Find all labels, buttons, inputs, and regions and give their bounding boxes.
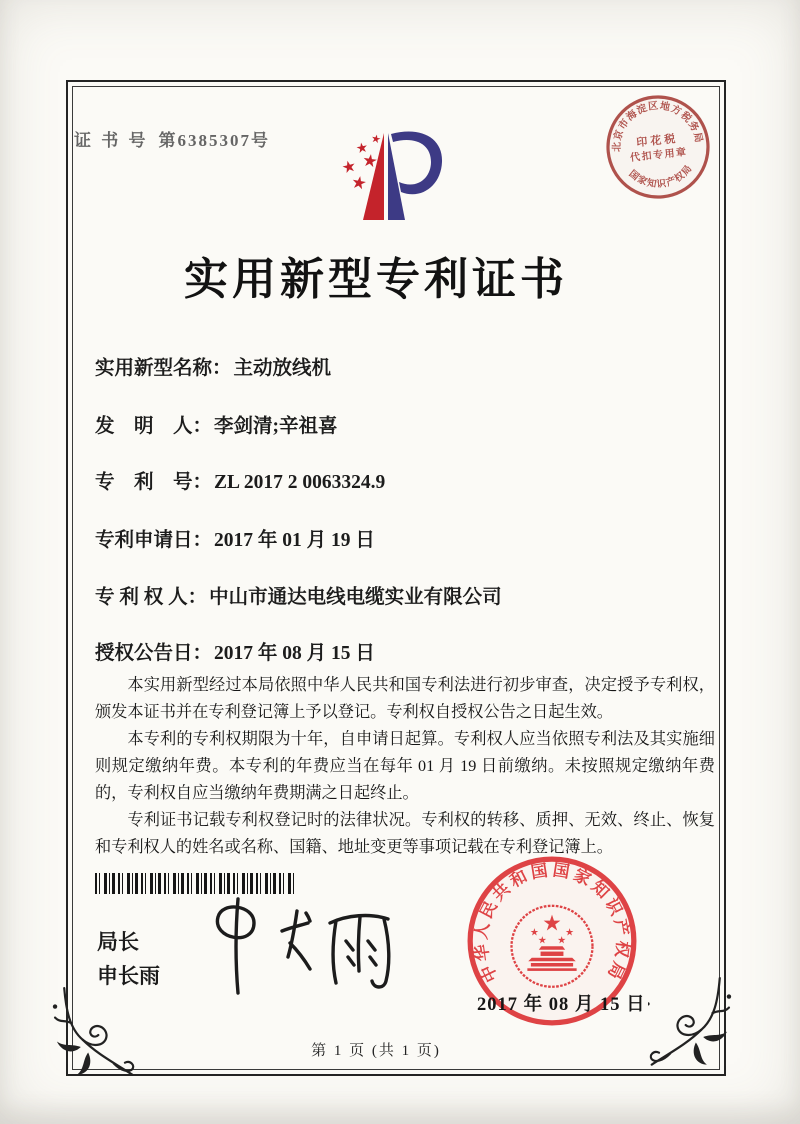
- field-value: 中山市通达电线电缆实业有限公司: [209, 587, 502, 608]
- field-value: ZL 2017 2 0063324.9: [214, 472, 386, 493]
- barcode: [95, 873, 295, 894]
- stamp-ring-top-text: 北京市海淀区地方税务局: [611, 100, 705, 152]
- certificate-title: 实用新型专利证书: [184, 255, 568, 304]
- commissioner-signature-icon: [202, 893, 412, 998]
- field-label: 授权公告日：: [95, 643, 213, 664]
- field-row-grant-date: [95, 637, 715, 665]
- legal-paragraph-1: 本实用新型经过本局依照中华人民共和国专利法进行初步审查，决定授予专利权，颁发本证书并在专利登记簿上予以登记。专利权自授权公告之日起生效。: [95, 676, 715, 721]
- field-label: 实用新型名称：: [95, 358, 232, 379]
- seal-ring-text: 中华人民共和国国家知识产权局: [471, 860, 633, 986]
- certificate-number-label: 证 书 号: [74, 131, 149, 150]
- certificate-number: [74, 126, 270, 151]
- legal-paragraph-3: 专利证书记载专利权登记时的法律状况。专利权的转移、质押、无效、终止、恢复和专利权人的姓名或名称、国籍、地址变更等事项记载在专利登记簿上。: [95, 811, 715, 856]
- corner-ornament-right-icon: [648, 976, 740, 1076]
- signer-title: 局长: [97, 931, 139, 954]
- field-label: 专利申请日：: [95, 530, 213, 551]
- patent-office-logo-icon: [329, 130, 447, 230]
- page-footer: 第 1 页 (共 1 页): [311, 1043, 441, 1059]
- signer-name: 申长雨: [97, 965, 160, 988]
- field-row-patentee: [95, 581, 715, 609]
- field-label: 发 明 人：: [95, 416, 213, 437]
- field-row-utility-name: [95, 352, 715, 380]
- field-row-patent-number: [95, 466, 715, 494]
- seal-date: 2017 年 08 月 15 日: [477, 995, 646, 1015]
- tax-stamp-icon: [598, 87, 719, 208]
- legal-paragraph-2: 本专利的专利权期限为十年，自申请日起算。专利权人应当依照专利法及其实施细则规定缴纳年费。本专利的年费应当在每年 01 月 19 日前缴纳。未按照规定缴纳年费的，专利权自应当缴纳年费期满之日起终止。: [95, 730, 715, 802]
- stamp-ring-bottom-text: 国家知识产权局: [626, 163, 695, 191]
- field-row-inventors: [95, 410, 715, 438]
- field-label: 专 利 号：: [95, 472, 213, 493]
- stamp-center-line2: 代扣专用章: [629, 146, 689, 164]
- logo-blue-p: [388, 132, 442, 220]
- field-value: 主动放线机: [233, 358, 332, 379]
- certificate-number-value: 第6385307号: [158, 131, 270, 150]
- field-value: 2017 年 01 月 19 日: [214, 530, 375, 551]
- field-value: 2017 年 08 月 15 日: [214, 643, 375, 664]
- stamp-center-line1: 印花税: [635, 132, 679, 150]
- field-value: 李剑清;辛祖喜: [214, 416, 338, 437]
- field-row-filing-date: [95, 524, 715, 552]
- corner-ornament-left-icon: [44, 986, 136, 1086]
- signer-block: [97, 926, 160, 994]
- field-label: 专 利 权 人：: [95, 587, 208, 608]
- legal-text-block: [95, 672, 715, 861]
